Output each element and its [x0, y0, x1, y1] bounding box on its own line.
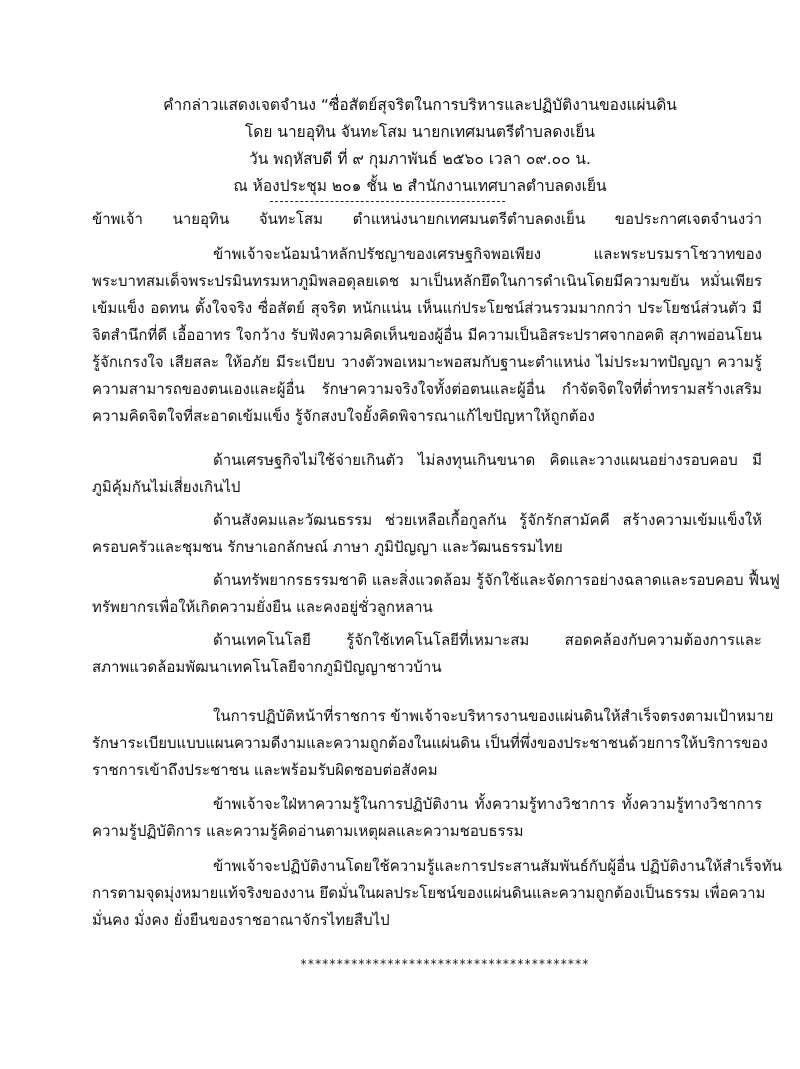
paragraph-line: ในการปฏิบัติหน้าที่ราชการ ข้าพเจ้าจะบริหารงานของแผ่นดินให้สำเร็จตรงตามเป้าหมาย [213, 707, 774, 725]
paragraph-line: ข้าพเจ้าจะน้อมนำหลักปรัชญาของเศรษฐกิจพอเพียง และพระบรมราโชวาทของ [213, 245, 762, 263]
paragraph-line: การตามจุดมุ่งหมายแท้จริงของงาน ยึดมั่นในผลประโยชน์ของแผ่นดินและความถูกต้องเป็นธรรม เพื่อความ [92, 884, 766, 902]
header-place: ณ ห้องประชุม ๒๐๑ ชั้น ๒ สำนักงานเทศบาลตำบลดงเย็น [233, 177, 607, 195]
paragraph-line: สภาพแวดล้อมพัฒนาเทคโนโลยีจากภูมิปัญญาชาวบ้าน [92, 658, 442, 676]
document-header [120, 92, 720, 200]
paragraph-line: ครอบครัวและชุมชน รักษาเอกลักษณ์ ภาษา ภูมิปัญญา และวัฒนธรรมไทย [92, 538, 563, 556]
paragraph-line: ด้านเศรษฐกิจไม่ใช้จ่ายเกินตัว ไม่ลงทุนเกินขนาด คิดและวางแผนอย่างรอบคอบ มี [213, 451, 762, 469]
paragraph-line: ราชการเข้าถึงประชาชน และพร้อมรับผิดชอบต่อสังคม [92, 761, 438, 779]
paragraph-line: มั่นคง มั่งคง ยั่งยืนของราชอาณาจักรไทยสืบไป [92, 911, 390, 929]
header-date: วัน พฤหัสบดี ที่ ๙ กุมภาพันธ์ ๒๕๖๐ เวลา ๐๙.๐๐ น. [249, 150, 591, 168]
header-title: คำกล่าวแสดงเจตจำนง “ซื่อสัตย์สุจริตในการบริหารและปฏิบัติงานของแผ่นดิน [163, 96, 677, 114]
header-speaker: โดย นายอุทิน จันทะโสม นายกเทศมนตรีตำบลดงเย็น [244, 123, 596, 141]
paragraph-line: ทรัพยากรเพื่อให้เกิดความยั่งยืน และคงอยู่ชั่วลูกหลาน [92, 598, 433, 616]
paragraph-line: รักษาระเบียบแบบแผนความดีงามและความถูกต้องในแผ่นดิน เป็นที่พึ่งของประชาชนด้วยการให้บริการของ [92, 734, 768, 752]
paragraph-line: ด้านเทคโนโลยี รู้จักใช้เทคโนโลยีที่เหมาะสม สอดคล้องกับความต้องการและ [213, 631, 762, 649]
paragraph-line: พระบาทสมเด็จพระปรมินทรมหาภูมิพลอดุลยเดช มาเป็นหลักยึดในการดำเนินโดยมีความขยัน หมั่นเพียร [92, 272, 762, 290]
paragraph-line: ด้านทรัพยากรธรรมชาติ และสิ่งแวดล้อม รู้จักใช้และจัดการอย่างฉลาดและรอบคอบ ฟื้นฟู [213, 571, 780, 589]
paragraph-line: ความสามารถของตนเองและผู้อื่น รักษาความจริงใจทั้งต่อตนและผู้อื่น กำจัดจิตใจที่ต่ำทรามสร้างเสริม [92, 380, 762, 398]
paragraph-line: ความคิดจิตใจที่สะอาดเข้มแข็ง รู้จักสงบใจยั้งคิดพิจารณาแก้ไขปัญหาให้ถูกต้อง [92, 407, 595, 425]
paragraph-line: ข้าพเจ้าจะใฝ่หาความรู้ในการปฏิบัติงาน ทั้งความรู้ทางวิชาการ ทั้งความรู้ทางวิชาการ [213, 795, 762, 813]
paragraph-line: จิตสำนึกที่ดี เอื้ออาทร ใจกว้าง รับฟังความคิดเห็นของผู้อื่น มีความเป็นอิสระปราศจากอคติ สุภาพอ่อนโยน [92, 326, 762, 344]
paragraph-line: ความรู้ปฏิบัติการ และความรู้คิดอ่านตามเหตุผลและความชอบธรรม [92, 822, 524, 840]
intro-line: ข้าพเจ้า นายอุทิน จันทะโสม ตำแหน่งนายกเทศมนตรีตำบลดงเย็น ขอประกาศเจตจำนงว่า [92, 210, 762, 228]
paragraph-line: รู้จักเกรงใจ เสียสละ ให้อภัย มีระเบียบ วางตัวพอเหมาะพอสมกับฐานะตำแหน่ง ไม่ประมาทปัญญา ความรู้ [92, 353, 762, 371]
paragraph-line: ด้านสังคมและวัฒนธรรม ช่วยเหลือเกื้อกูลกัน รู้จักรักสามัคคี สร้างความเข้มแข็งให้ [213, 511, 762, 529]
paragraph-line: เข้มแข็ง อดทน ตั้งใจจริง ซื่อสัตย์ สุจริต หนักแน่น เห็นแก่ประโยชน์ส่วนรวมมากกว่า ประโยชน์ส่วนตัว มี [92, 299, 762, 317]
header-divider [270, 201, 505, 202]
paragraph-line: ข้าพเจ้าจะปฏิบัติงานโดยใช้ความรู้และการประสานสัมพันธ์กับผู้อื่น ปฏิบัติงานให้สำเร็จทัน [213, 857, 782, 875]
paragraph-line: ภูมิคุ้มกันไม่เสี่ยงเกินไป [92, 478, 241, 496]
closing-asterisks: **************************************** [300, 957, 589, 971]
